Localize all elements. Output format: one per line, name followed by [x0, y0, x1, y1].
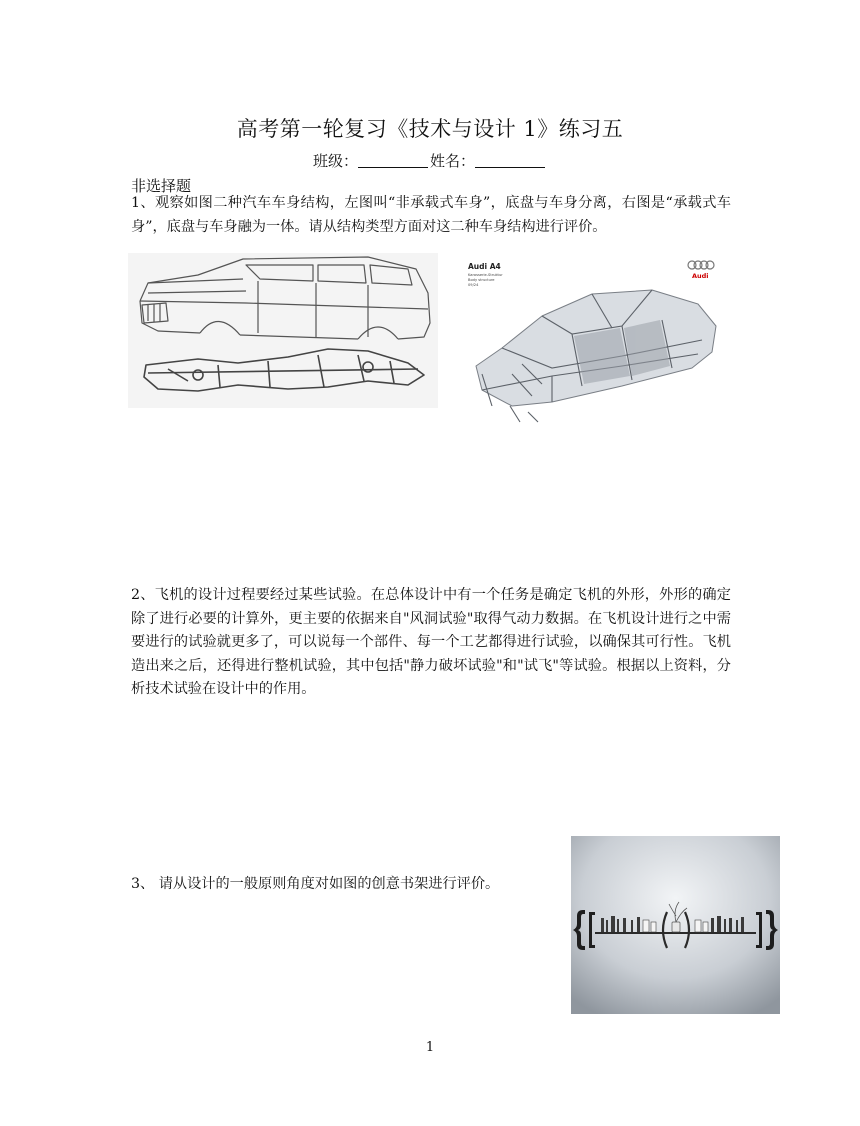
name-label: 姓名：: [430, 152, 476, 170]
unibody-car-image: [462, 256, 726, 426]
audi-subtitle-2: Body structure: [468, 278, 495, 282]
question-1: 1、观察如图二种汽车车身结构，左图叫“非承载式车身”，底盘与车身分离，右图是“承载式车身”，底盘与车身融为一体。请从结构类型方面对这二种车身结构进行评价。: [131, 195, 731, 235]
class-blank[interactable]: [358, 153, 428, 168]
creative-bookshelf-image: [571, 836, 780, 1014]
class-label: 班级：: [312, 152, 358, 170]
audi-subtitle-3: 09/24: [468, 283, 479, 287]
audi-subtitle-1: Karosserie-Struktur: [468, 273, 503, 277]
page-title: 高考第一轮复习《技术与设计 1》练习五: [236, 117, 624, 141]
body-on-frame-car-sketch: [128, 253, 438, 408]
class-name-line: [0, 150, 860, 171]
audi-logo-text: Audi: [692, 272, 709, 280]
section-heading: 非选择题: [131, 177, 192, 195]
page-number: 1: [425, 1040, 435, 1055]
name-blank[interactable]: [475, 153, 545, 168]
question-3: 3、 请从设计的一般原则角度对如图的创意书架进行评价。: [131, 876, 500, 892]
question-2: 2、飞机的设计过程要经过某些试验。在总体设计中有一个任务是确定飞机的外形，外形的确定除了进行必要的计算外，更主要的依据来自"风洞试验"取得气动力数据。在飞机设计进行之中需要进行的试验就更多了，可以说每一个部件、每一个工艺都得进行试验，以确保其可行性。飞机造出来之后，还得进行整机试验，其中包括"静力破坏试验"和"试飞"等试验。根据以上资料，分析技术试验在设计中的作用。: [131, 587, 731, 697]
audi-title: Audi A4: [468, 262, 501, 271]
